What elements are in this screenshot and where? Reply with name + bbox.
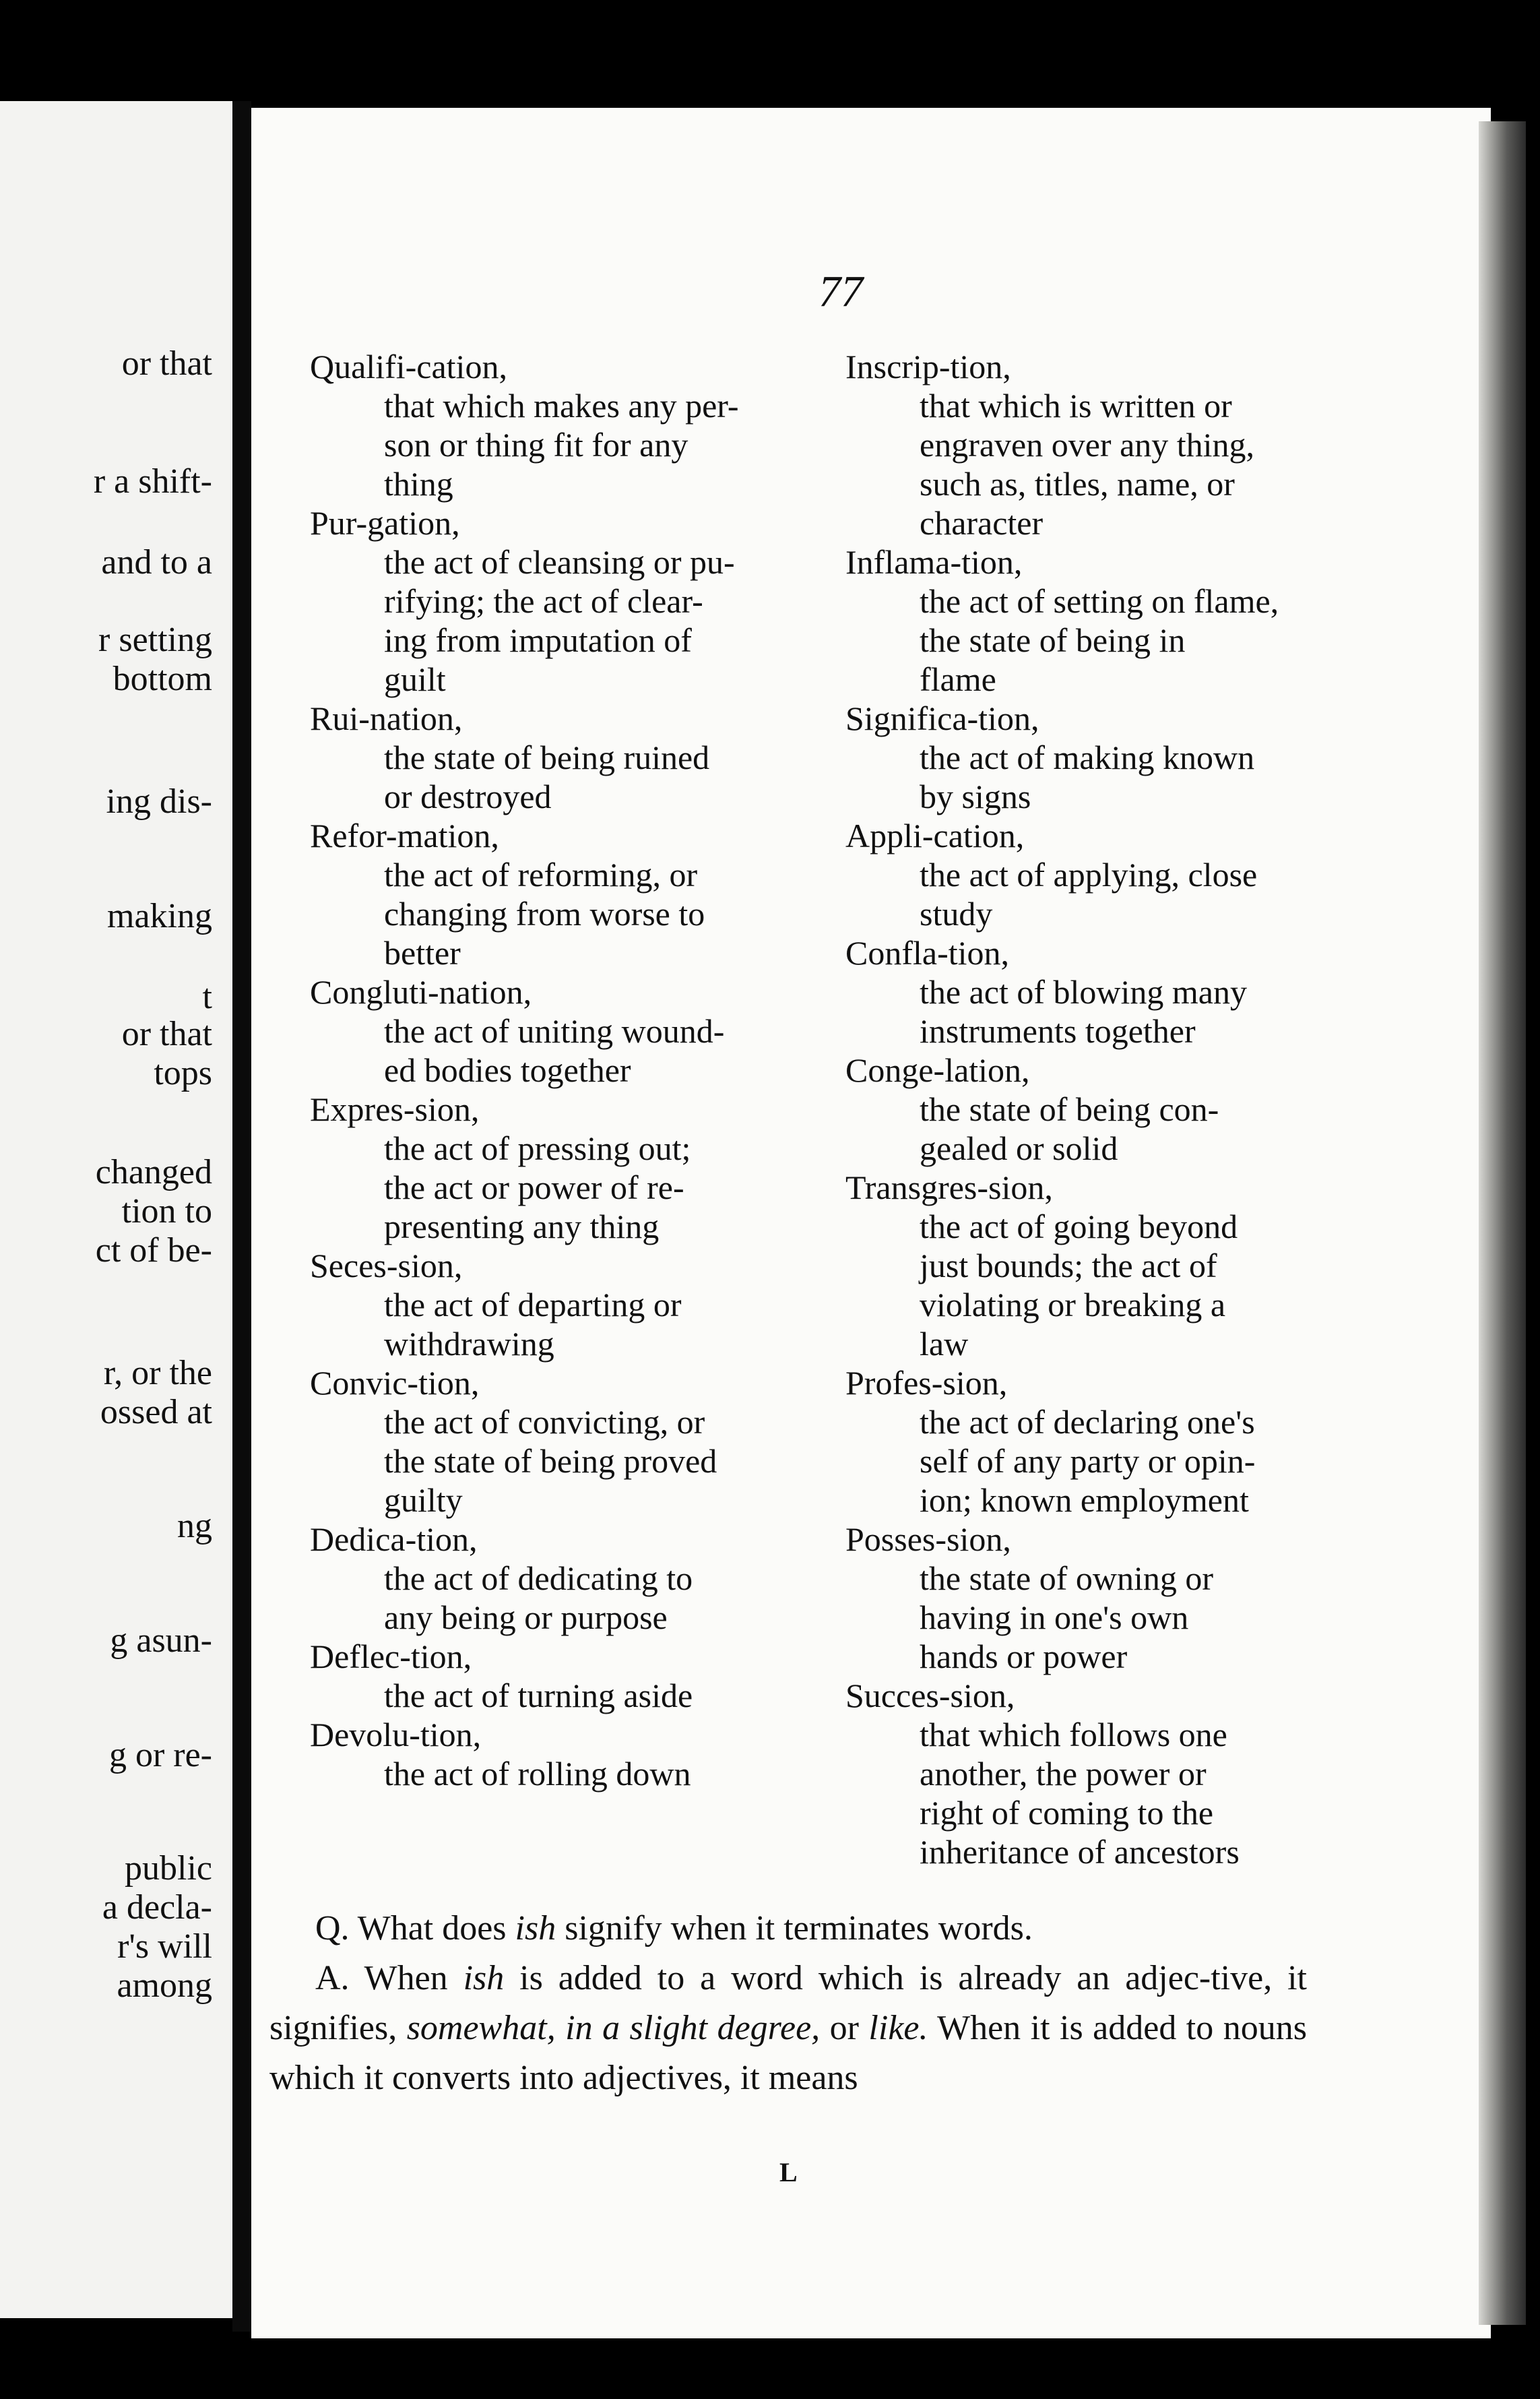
word-entry [310,1363,849,1520]
left-page-line: t [202,978,212,1016]
left-page-line: changed [95,1153,212,1191]
entry-term: Profes-sion, [845,1364,1008,1402]
left-page-line: a decla- [102,1888,212,1927]
left-page-line: ng [177,1507,212,1545]
entry-definition: that which is written or engraven over any thing, such as, titles, name, or character [920,387,1255,542]
word-entry [310,347,849,503]
left-page-line: r a shift- [93,462,212,501]
entry-term: Convic-tion, [310,1364,480,1402]
entry-term: Devolu-tion, [310,1716,482,1753]
word-entry [310,503,849,699]
entry-definition: the state of owning or having in one's own hands or power [920,1559,1214,1675]
entry-definition: the act of rolling down [384,1755,691,1793]
left-page-line: g asun- [110,1621,212,1660]
left-page-line: g or re- [108,1736,212,1774]
entry-definition: the act of cleansing or pu- rifying; the act of clear- ing from imputation of guilt [384,543,735,698]
entry-term: Congluti-nation, [310,973,532,1011]
word-entry [310,1246,849,1363]
left-page-line: making [107,897,212,935]
left-page-line: ing dis- [106,782,212,821]
word-entry [310,1090,849,1246]
entry-term: Pur-gation, [310,504,460,542]
left-page-line: public [125,1849,212,1888]
left-page-line: ossed at [100,1393,212,1431]
entry-term: Deflec-tion, [310,1638,472,1675]
word-entry [845,699,1384,816]
word-entry [310,699,849,816]
word-entry [845,1363,1384,1520]
entry-definition: the act of convicting, or the state of being proved guilty [384,1403,717,1519]
entry-definition: the act of setting on flame, the state of being in flame [920,582,1279,698]
word-entry [845,347,1384,542]
left-page-line: r's will [117,1927,212,1966]
question-paragraph [269,1904,1307,1954]
word-entry [845,1051,1384,1168]
entry-definition: the act of departing or withdrawing [384,1286,682,1363]
left-word-column [310,347,849,1793]
entry-term: Refor-mation, [310,817,499,854]
entry-definition: the act of declaring one's self of any party or opin- ion; known employment [920,1403,1256,1519]
left-page-line: among [117,1966,212,2005]
entry-definition: the act of pressing out; the act or power of re- presenting any thing [384,1129,691,1245]
word-entry [845,1676,1384,1871]
answer-text: or [820,2009,869,2047]
left-page-line: and to a [101,543,212,582]
entry-definition: the act of making known by signs [920,739,1255,815]
question-block [269,1904,1307,2103]
word-entry [845,1168,1384,1363]
entry-term: Significa-tion, [845,699,1039,737]
entry-definition: that which follows one another, the power or right of coming to the inheritance of ancestors [920,1716,1240,1871]
word-entry [310,1637,849,1715]
entry-definition: the act of turning aside [384,1677,693,1714]
word-entry [845,816,1384,933]
answer-paragraph [269,1954,1307,2103]
entry-term: Dedica-tion, [310,1520,478,1558]
left-page-line: tion to [121,1192,212,1230]
answer-text: A. When [315,1959,463,1997]
answer-emphasis: ish [463,1959,505,1997]
entry-term: Conge-lation, [845,1051,1030,1089]
entry-term: Posses-sion, [845,1520,1011,1558]
entry-term: Transgres-sion, [845,1169,1053,1206]
answer-text: is added to a word which is already an adjec-tive, it signifies, [269,1959,1307,2047]
left-page-line: r setting [98,621,212,659]
entry-term: Inscrip-tion, [845,348,1011,385]
left-page-line: or that [121,1015,212,1053]
left-page-line: ct of be- [95,1231,212,1270]
answer-text: When it is added to nouns which it converts into adjectives, it means [269,2009,1307,2097]
question-text: Q. What does [315,1909,515,1948]
right-word-column [845,347,1384,1871]
left-page-line: or that [121,344,212,383]
word-entry [310,1520,849,1637]
entry-term: Appli-cation, [845,817,1025,854]
left-page-line: r, or the [103,1354,212,1392]
book-gutter [232,101,251,2332]
entry-term: Expres-sion, [310,1090,480,1128]
left-page-line: bottom [113,660,212,698]
word-entry [845,1520,1384,1676]
word-entry [310,972,849,1090]
word-entry [310,816,849,972]
question-emphasis: ish [515,1909,556,1948]
page-edge [1479,121,1526,2325]
signature-mark: L [779,2157,798,2187]
entry-term: Rui-nation, [310,699,463,737]
word-entry [310,1715,849,1793]
entry-definition: the state of being ruined or destroyed [384,739,710,815]
entry-term: Seces-sion, [310,1247,463,1284]
entry-term: Succes-sion, [845,1677,1015,1714]
entry-definition: the act of going beyond just bounds; the act of violating or breaking a law [920,1208,1238,1363]
word-entry [845,933,1384,1051]
answer-emphasis: like. [868,2009,928,2047]
question-text-end: signify when it terminates words. [556,1909,1033,1948]
page-number: 77 [819,267,863,316]
entry-definition: the act of blowing many instruments together [920,973,1247,1050]
entry-term: Inflama-tion, [845,543,1023,581]
left-page-fragment [0,101,232,2318]
entry-term: Confla-tion, [845,934,1010,972]
entry-definition: that which makes any per- son or thing fit for any thing [384,387,739,503]
entry-term: Qualifi-cation, [310,348,507,385]
entry-definition: the act of uniting wound- ed bodies together [384,1012,725,1089]
entry-definition: the state of being con- gealed or solid [920,1090,1219,1167]
word-entry [845,542,1384,699]
left-page-line: tops [154,1054,212,1092]
entry-definition: the act of applying, close study [920,856,1258,933]
entry-definition: the act of dedicating to any being or purpose [384,1559,693,1636]
answer-emphasis: somewhat, in a slight degree, [406,2009,821,2047]
entry-definition: the act of reforming, or changing from worse to better [384,856,705,972]
